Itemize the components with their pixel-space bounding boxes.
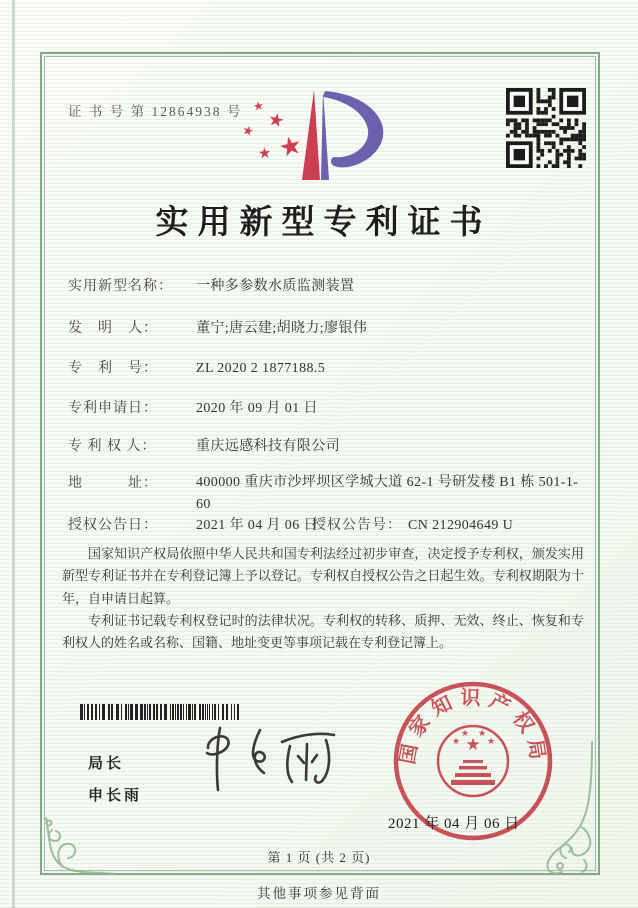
field-label: 发 明 人： bbox=[68, 321, 158, 336]
svg-text:★: ★ bbox=[460, 729, 470, 739]
logo-star-icon: ★ bbox=[240, 122, 256, 141]
scan-edge-shadow bbox=[12, 0, 15, 908]
director-signature-icon bbox=[190, 718, 340, 796]
field-value: CN 212904649 U bbox=[408, 518, 514, 533]
field-label: 授权公告号： bbox=[312, 518, 402, 533]
certificate-title: 实用新型专利证书 bbox=[155, 205, 492, 241]
field-value: ZL 2020 2 1877188.5 bbox=[196, 361, 326, 376]
field-value: 一种多参数水质监测装置 bbox=[196, 279, 355, 294]
field-value: 重庆远感科技有限公司 bbox=[196, 439, 340, 454]
field-label: 专 利 权 人： bbox=[68, 439, 157, 454]
seal-date: 2021 年 04 月 06 日 bbox=[388, 816, 520, 832]
field-row-grant bbox=[68, 514, 514, 534]
field-label: 实用新型名称： bbox=[68, 279, 173, 294]
seal-text: 国家知识产权局 bbox=[396, 687, 550, 768]
field-label: 地 址： bbox=[68, 476, 158, 491]
field-value: 董宁;唐云建;胡晓力;廖银伟 bbox=[196, 321, 368, 336]
field-row-inventors bbox=[68, 317, 367, 337]
logo-star-icon: ★ bbox=[266, 108, 287, 133]
logo-star-icon: ★ bbox=[252, 98, 265, 114]
field-row-address bbox=[68, 472, 580, 515]
legal-text bbox=[62, 543, 584, 655]
logo-star-icon: ★ bbox=[275, 129, 306, 165]
field-row-patent-number bbox=[68, 357, 325, 377]
field-value: 2020 年 09 月 01 日 bbox=[196, 401, 318, 416]
field-row-name bbox=[68, 275, 354, 295]
page-number: 第 1 页 (共 2 页) bbox=[267, 850, 371, 865]
national-emblem-icon bbox=[438, 726, 508, 796]
field-row-patentee bbox=[68, 435, 340, 455]
field-value: 2021 年 04 月 06 日 bbox=[196, 518, 318, 533]
legal-paragraph-1: 国家知识产权局依照中华人民共和国专利法经过初步审查，决定授予专利权，颁发实用新型专利证书并在专利登记簿上予以登记。专利权自授权公告之日起生效。专利权期限为十年，自申请日起算。 bbox=[62, 546, 584, 606]
field-label: 专利申请日： bbox=[68, 401, 158, 416]
legal-paragraph-2: 专利证书记载专利权登记时的法律状况。专利权的转移、质押、无效、终止、恢复和专利权人的姓名或名称、国籍、地址变更等事项记载在专利登记簿上。 bbox=[62, 613, 584, 651]
field-label: 授权公告日： bbox=[68, 518, 158, 533]
logo-star-icon: ★ bbox=[257, 143, 273, 163]
field-row-filing-date bbox=[68, 397, 318, 417]
qr-code-icon bbox=[506, 88, 586, 168]
certificate-number: 证 书 号 第 12864938 号 bbox=[68, 104, 243, 119]
back-side-note: 其他事项参见背面 bbox=[257, 886, 381, 901]
svg-text:★: ★ bbox=[486, 737, 496, 747]
svg-text:★: ★ bbox=[477, 729, 487, 739]
field-value: 400000 重庆市沙坪坝区学城大道 62-1 号研发楼 B1 栋 501-1-60 bbox=[196, 475, 579, 512]
field-pair-grant-number bbox=[312, 514, 513, 534]
cnipa-logo-icon bbox=[292, 88, 402, 183]
field-label: 专 利 号： bbox=[68, 361, 158, 376]
svg-text:★: ★ bbox=[465, 735, 481, 755]
svg-text:★: ★ bbox=[451, 737, 461, 747]
director-name: 申长雨 bbox=[88, 787, 143, 804]
director-title: 局长 bbox=[88, 755, 125, 772]
